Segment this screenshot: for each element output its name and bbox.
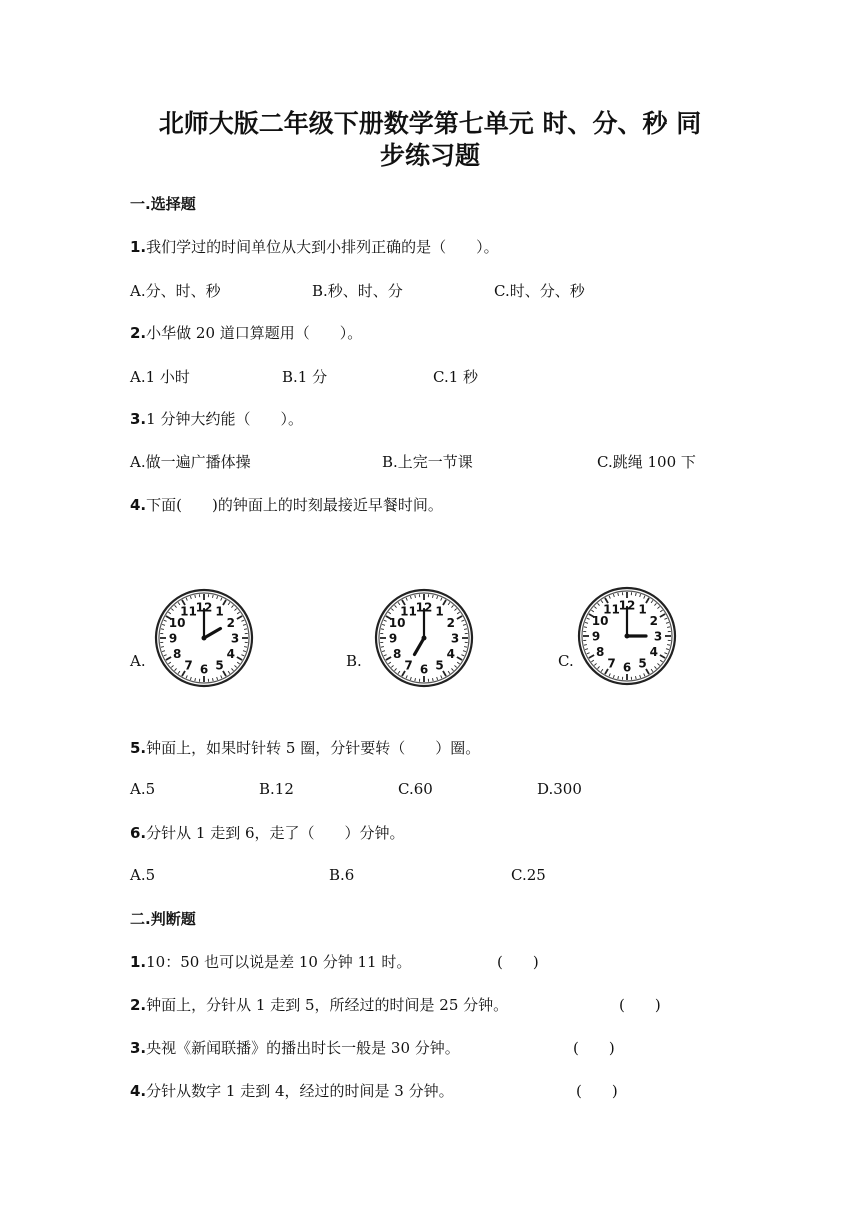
question-number: 1. — [130, 953, 147, 971]
question-6 — [130, 822, 405, 843]
question-text: 钟面上，分针从 1 走到 5，所经过的时间是 25 分钟。 — [146, 996, 509, 1014]
question-number: 2. — [130, 996, 147, 1014]
clock-tick — [244, 629, 247, 630]
option-d: D.300 — [537, 780, 582, 798]
clock-number: 4 — [226, 647, 236, 661]
option-b: B.12 — [259, 780, 294, 798]
clock-number: 11 — [180, 604, 197, 619]
clock-number: 5 — [435, 658, 444, 673]
clock-number: 12 — [618, 598, 636, 613]
option-b: B.1 分 — [282, 368, 328, 386]
section-heading-choice: 一.选择题 — [130, 195, 196, 213]
clock-number: 12 — [195, 600, 213, 615]
question-number: 4. — [130, 1082, 147, 1100]
clock-number: 10 — [591, 614, 609, 628]
clock-tick — [213, 678, 214, 681]
question-4 — [130, 494, 443, 515]
page-title-line1: 北师大版二年级下册数学第七单元 时、分、秒 同 — [158, 109, 702, 138]
clock-number: 4 — [446, 647, 456, 661]
clock-tick — [618, 593, 619, 596]
clock-tick — [667, 627, 670, 628]
clock-number: 7 — [607, 656, 616, 671]
clock-tick — [195, 678, 196, 681]
clock-number: 6 — [622, 660, 632, 675]
clock-number: 2 — [226, 616, 236, 630]
clock-number: 7 — [184, 658, 193, 673]
clock-number: 4 — [649, 645, 659, 659]
clock-tick — [464, 629, 467, 630]
clock-number: 6 — [419, 662, 429, 677]
option-c: C. — [558, 652, 574, 670]
clock-number: 12 — [415, 600, 433, 615]
clock-number: 11 — [400, 604, 417, 619]
question-number: 2. — [130, 324, 147, 342]
question-text: 央视《新闻联播》的播出时长一般是 30 分钟。 — [146, 1039, 460, 1057]
clock-tick — [433, 678, 434, 681]
question-text: 10：50 也可以说是差 10 分钟 11 时。 — [146, 953, 412, 971]
clock-tick — [381, 629, 384, 630]
clock-number: 8 — [172, 647, 182, 661]
clock-number: 7 — [404, 658, 413, 673]
question-number: 6. — [130, 824, 147, 842]
clock-tick — [244, 647, 247, 648]
question-number: 4. — [130, 496, 147, 514]
clock-tick — [433, 595, 434, 598]
question-number: 1. — [130, 238, 147, 256]
clock-number: 6 — [199, 662, 209, 677]
clock-icon-a — [154, 588, 254, 688]
clock-tick — [161, 629, 164, 630]
option-b: B.秒、时、分 — [312, 282, 403, 300]
clock-number: 9 — [168, 631, 178, 646]
option-b: B.上完一节课 — [382, 453, 473, 471]
option-a: A. — [130, 652, 146, 670]
option-c: C.时、分、秒 — [494, 282, 585, 300]
clock-number: 8 — [595, 645, 605, 659]
clock-number: 1 — [215, 604, 224, 619]
clock-center — [202, 636, 207, 641]
clock-icon-c — [577, 586, 677, 686]
question-number: 3. — [130, 410, 147, 428]
clock-center — [625, 634, 630, 639]
clock-center — [422, 636, 427, 641]
clock-tick — [415, 678, 416, 681]
option-c: C.60 — [398, 780, 433, 798]
option-c: C.25 — [511, 866, 546, 884]
question-5 — [130, 737, 480, 758]
answer-paren: ( ) — [576, 1082, 618, 1100]
question-2 — [130, 322, 362, 343]
option-a: A.分、时、秒 — [130, 282, 221, 300]
clock-tick — [636, 593, 637, 596]
clock-tick — [161, 647, 164, 648]
question-3 — [130, 408, 303, 429]
option-a: A.5 — [130, 866, 156, 884]
judge-question-1 — [130, 951, 411, 972]
clock-number: 3 — [450, 631, 460, 646]
clock-tick — [584, 627, 587, 628]
clock-tick — [584, 645, 587, 646]
clock-tick — [636, 676, 637, 679]
clock-tick — [195, 595, 196, 598]
clock-tick — [464, 647, 467, 648]
clock-tick — [667, 645, 670, 646]
question-number: 5. — [130, 739, 147, 757]
clock-number: 9 — [388, 631, 398, 646]
clock-number: 3 — [230, 631, 240, 646]
question-text: 我们学过的时间单位从大到小排列正确的是（ ）。 — [146, 238, 499, 256]
answer-paren: ( ) — [497, 953, 539, 971]
clock-number: 10 — [168, 616, 186, 630]
clock-number: 5 — [215, 658, 224, 673]
judge-question-3 — [130, 1037, 460, 1058]
clock-number: 10 — [388, 616, 406, 630]
option-c: C.跳绳 100 下 — [597, 453, 696, 471]
clock-tick — [618, 676, 619, 679]
clock-number: 11 — [603, 602, 620, 617]
option-b: B. — [346, 652, 362, 670]
option-a: A.5 — [130, 780, 156, 798]
clock-tick — [213, 595, 214, 598]
option-a: A.1 小时 — [130, 368, 190, 386]
clock-tick — [415, 595, 416, 598]
clock-tick — [381, 647, 384, 648]
judge-question-4 — [130, 1080, 454, 1101]
option-b: B.6 — [329, 866, 355, 884]
clock-number: 5 — [638, 656, 647, 671]
clock-number: 9 — [591, 629, 601, 644]
answer-paren: ( ) — [619, 996, 661, 1014]
question-text: 小华做 20 道口算题用（ ）。 — [146, 324, 363, 342]
section-heading-judge: 二.判断题 — [130, 910, 196, 928]
question-1 — [130, 236, 499, 257]
clock-icon-b — [374, 588, 474, 688]
option-c: C.1 秒 — [433, 368, 479, 386]
page-title-line2: 步练习题 — [379, 141, 480, 170]
question-text: 下面( )的钟面上的时刻最接近早餐时间。 — [146, 496, 443, 514]
clock-number: 8 — [392, 647, 402, 661]
clock-number: 3 — [653, 629, 663, 644]
clock-number: 1 — [435, 604, 444, 619]
question-text: 钟面上，如果时针转 5 圈，分针要转（ ）圈。 — [146, 739, 481, 757]
answer-paren: ( ) — [573, 1039, 615, 1057]
clock-number: 1 — [638, 602, 647, 617]
question-text: 分针从 1 走到 6，走了（ ）分钟。 — [146, 824, 405, 842]
clock-number: 2 — [649, 614, 659, 628]
question-text: 分针从数字 1 走到 4，经过的时间是 3 分钟。 — [146, 1082, 454, 1100]
option-a: A.做一遍广播体操 — [130, 453, 251, 471]
question-number: 3. — [130, 1039, 147, 1057]
judge-question-2 — [130, 994, 508, 1015]
clock-number: 2 — [446, 616, 456, 630]
question-text: 1 分钟大约能（ ）。 — [146, 410, 303, 428]
